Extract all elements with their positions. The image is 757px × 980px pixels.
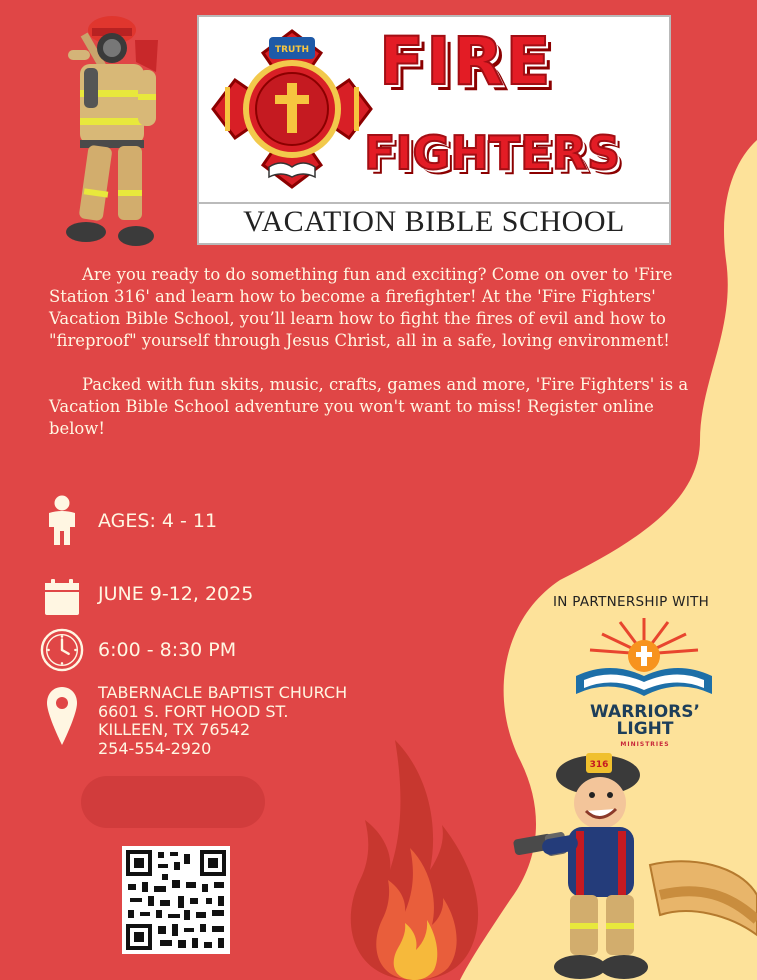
street-address: 6601 S. FORT HOOD ST. xyxy=(98,701,289,721)
partner-name-line2: LIGHT xyxy=(616,719,674,739)
svg-text:TRUTH: TRUTH xyxy=(274,45,310,55)
clock-icon xyxy=(40,626,84,674)
vacation-bible-school-title: VACATION BIBLE SCHOOL xyxy=(243,205,625,238)
flame-graphic-icon xyxy=(330,730,500,980)
location-pin-icon xyxy=(40,684,84,748)
dates-row xyxy=(40,573,253,621)
intro-paragraph-2: Packed with fun skits, music, crafts, games and more, 'Fire Fighters' is a Vacation Bible School adventure you won't want to miss! Register online below! xyxy=(49,375,689,438)
intro-paragraph-1: Are you ready to do something fun and exciting? Come on over to 'Fire Station 316' and learn how to become a firefighter! At the 'Fire Fighters' Vacation Bible School, you’ll learn how to fight the fires of evil and how to "fireproof" yourself through Jesus Christ, all in a safe, loving environment! xyxy=(49,265,673,350)
partner-name xyxy=(575,704,715,738)
qr-code[interactable] xyxy=(122,846,230,954)
time-row xyxy=(40,626,236,674)
logo-divider xyxy=(199,202,669,204)
ages-text: AGES: 4 - 11 xyxy=(98,510,218,532)
dates-text: JUNE 9-12, 2025 xyxy=(98,583,254,605)
helmet-number: 316 xyxy=(589,760,609,770)
maltese-cross-emblem-icon xyxy=(203,21,381,197)
fire-fighters-logo-box xyxy=(197,15,671,245)
calendar-icon xyxy=(40,573,84,621)
partnership-label: IN PARTNERSHIP WITH xyxy=(553,594,710,610)
firefighter-mascot-with-hose xyxy=(510,745,757,980)
logo-fighters-word: FIGHTERS xyxy=(364,126,621,180)
register-button[interactable] xyxy=(81,776,265,828)
child-icon xyxy=(40,496,84,544)
intro-text xyxy=(49,264,689,462)
address-block xyxy=(98,684,347,758)
firefighter-illustration-left xyxy=(40,10,170,250)
logo-fire-word: FIRE xyxy=(379,23,553,100)
city-state-zip: KILLEEN, TX 76542 xyxy=(98,720,251,739)
time-text: 6:00 - 8:30 PM xyxy=(98,639,237,661)
address-row xyxy=(40,684,347,758)
partner-name-line1: WARRIORS’ xyxy=(590,702,700,722)
church-name: TABERNACLE BAPTIST CHURCH xyxy=(98,683,348,702)
partner-ministries-label: MINISTRIES xyxy=(620,741,670,748)
phone-number: 254-554-2920 xyxy=(98,738,212,758)
ages-row xyxy=(40,496,217,544)
